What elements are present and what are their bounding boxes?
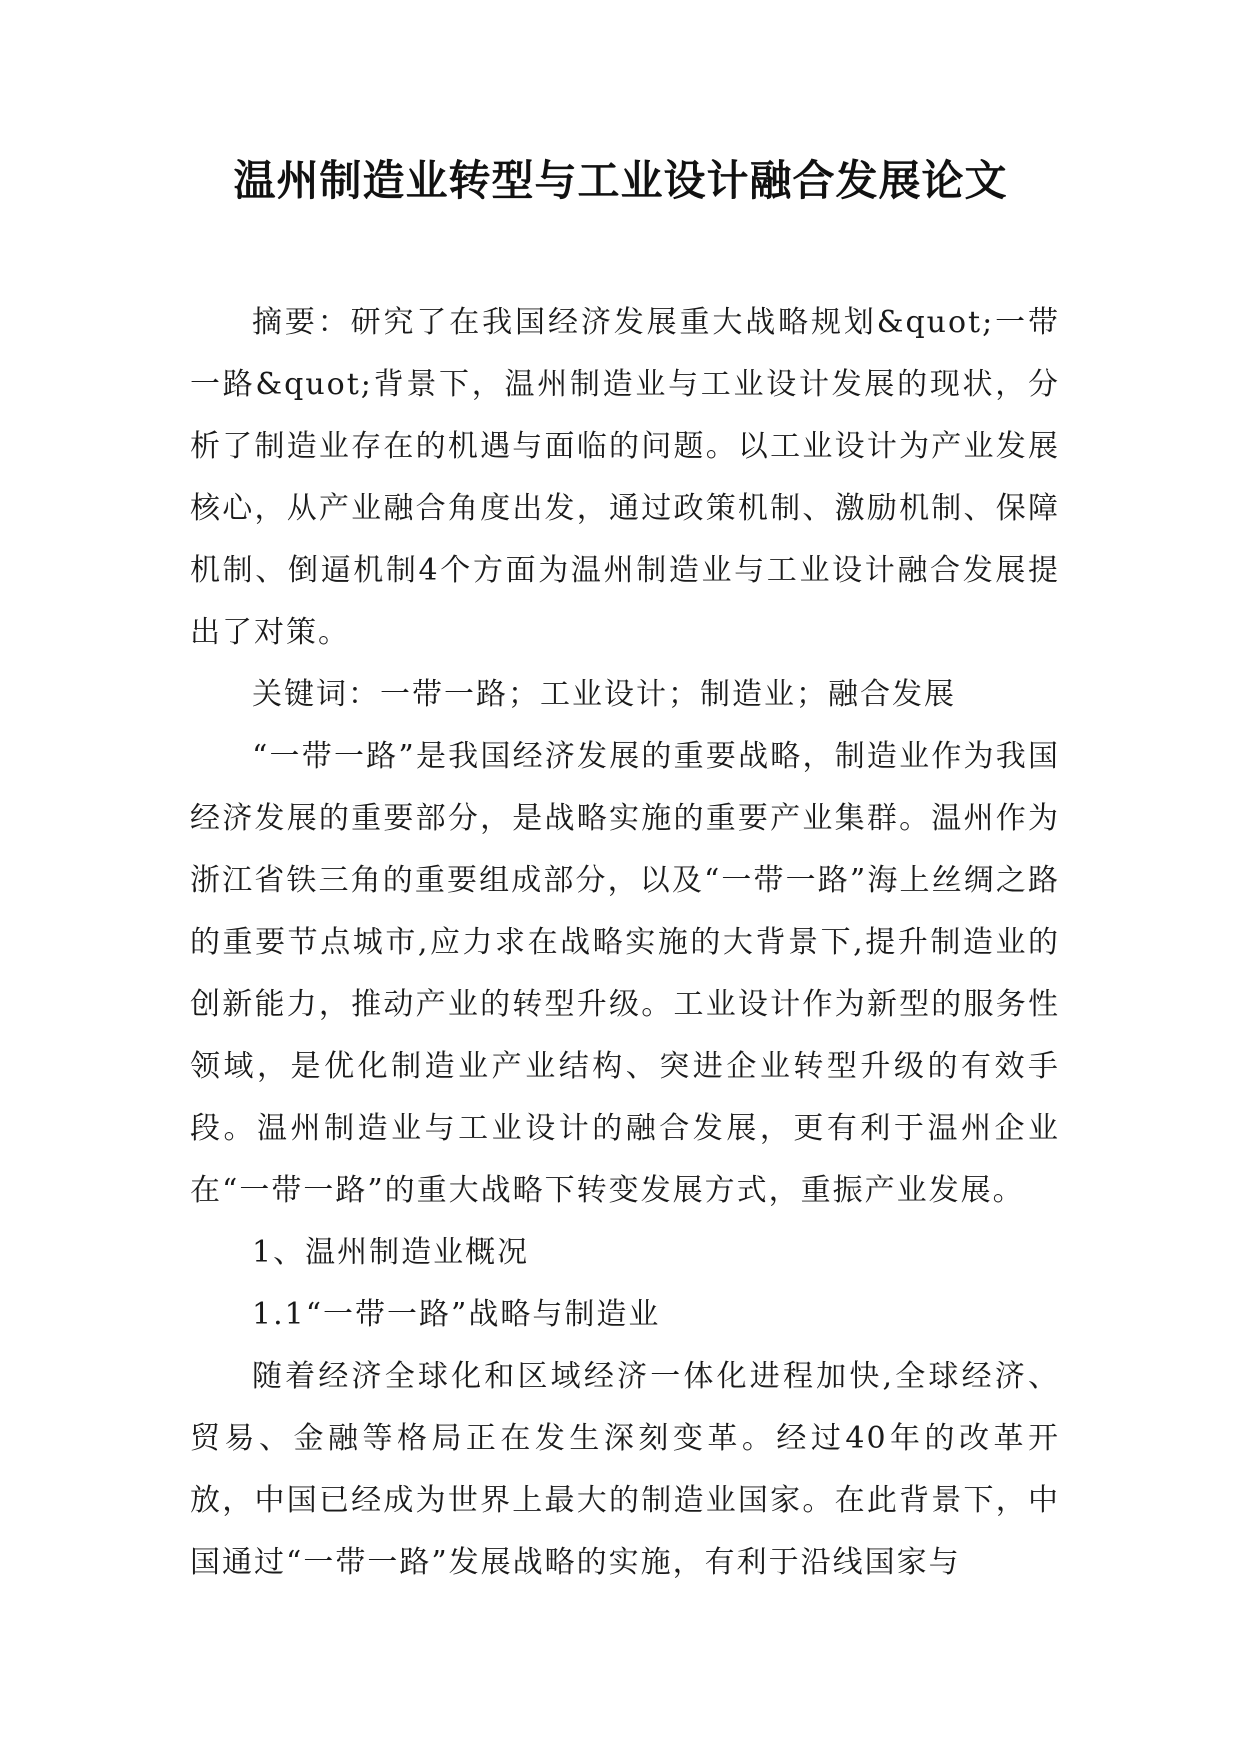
document-title: 温州制造业转型与工业设计融合发展论文 xyxy=(233,156,1008,205)
abstract-paragraph: 摘要：研究了在我国经济发展重大战略规划&quot;一带一路&quot;背景下，温州制造业与工业设计发展的现状，分析了制造业存在的机遇与面临的问题。以工业设计为产业发展核心，从产业融合角度出发，通过政策机制、激励机制、保障机制、倒逼机制4个方面为温州制造业与工业设计融合发展提出了对策。 xyxy=(190,305,1060,650)
document-body xyxy=(190,292,1060,1594)
subsection-heading: 1.1“一带一路”战略与制造业 xyxy=(252,1297,661,1332)
intro-paragraph: “一带一路”是我国经济发展的重要战略，制造业作为我国经济发展的重要部分，是战略实施的重要产业集群。温州作为浙江省铁三角的重要组成部分，以及“一带一路”海上丝绸之路的重要节点城市,应力求在战略实施的大背景下,提升制造业的创新能力，推动产业的转型升级。工业设计作为新型的服务性领域，是优化制造业产业结构、突进企业转型升级的有效手段。温州制造业与工业设计的融合发展，更有利于温州企业在“一带一路”的重大战略下转变发展方式，重振产业发展。 xyxy=(190,739,1060,1208)
keywords-paragraph: 关键词：一带一路；工业设计；制造业；融合发展 xyxy=(252,677,956,712)
section-paragraph: 随着经济全球化和区域经济一体化进程加快,全球经济、贸易、金融等格局正在发生深刻变革。经过40年的改革开放，中国已经成为世界上最大的制造业国家。在此背景下，中国通过“一带一路”发展战略的实施，有利于沿线国家与 xyxy=(190,1359,1060,1580)
section-heading: 1、温州制造业概况 xyxy=(252,1235,530,1270)
